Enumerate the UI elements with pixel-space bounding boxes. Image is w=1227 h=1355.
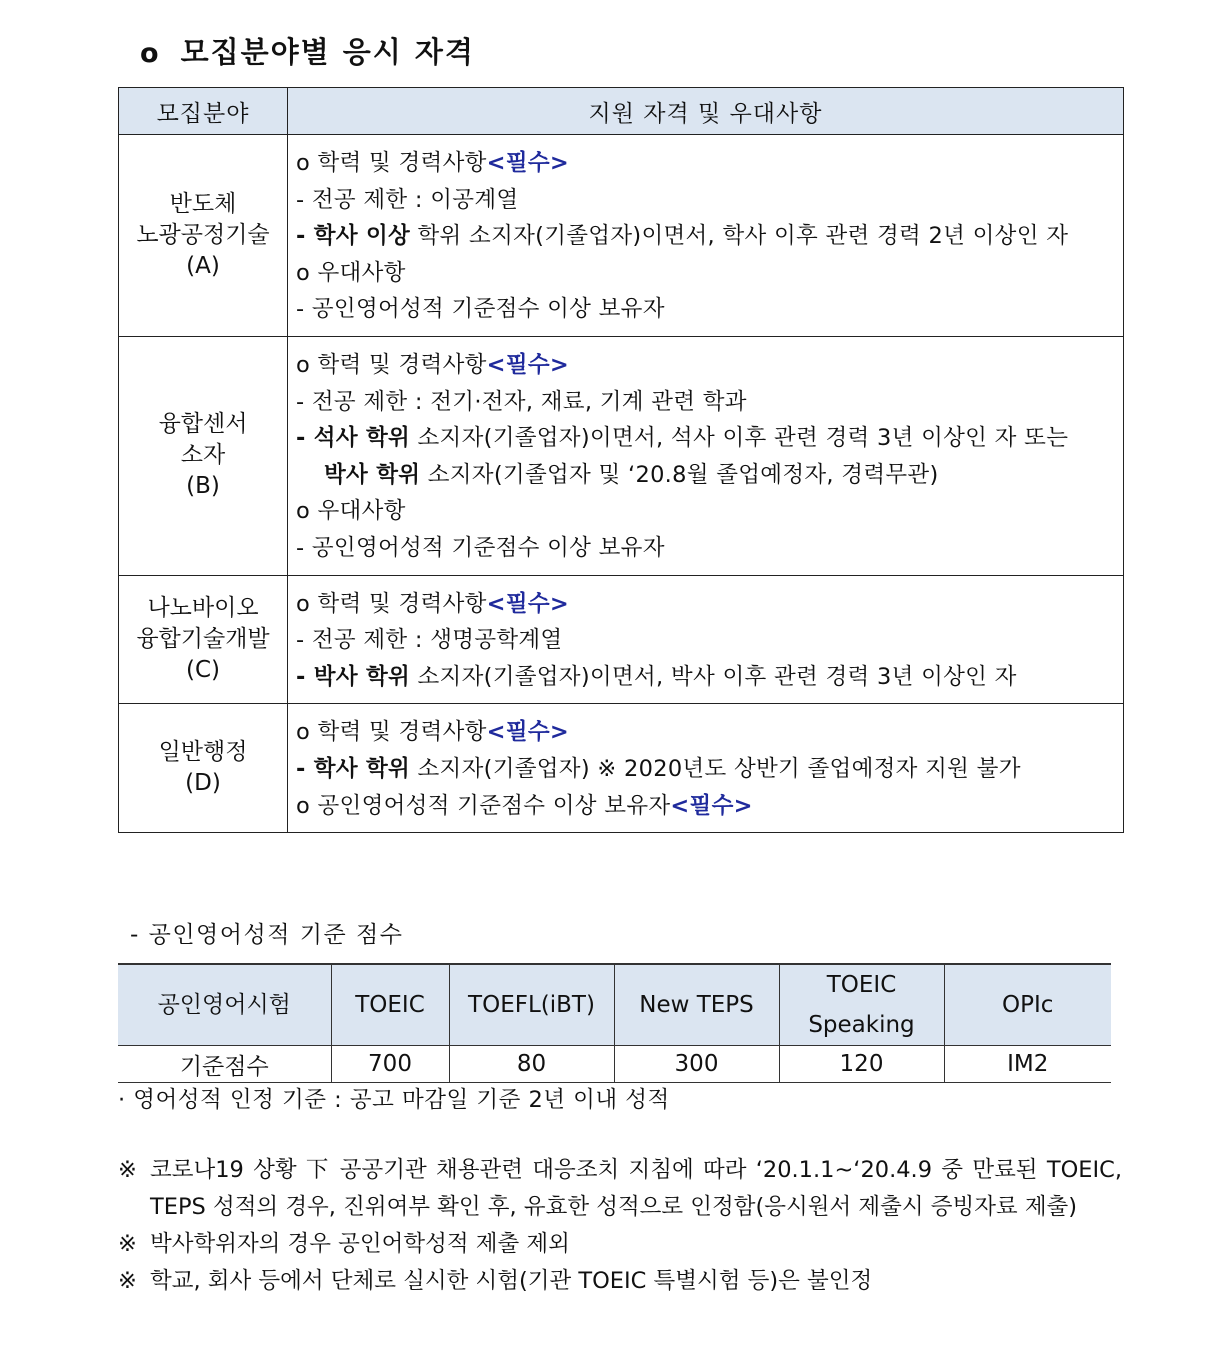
preference-line: - 공인영어성적 기준점수 이상 보유자 — [296, 534, 665, 561]
field-cell — [119, 336, 288, 575]
requirement-line: - 전공 제한 : 이공계열 — [296, 186, 519, 213]
note-text: 학교, 회사 등에서 단체로 실시한 시험(기관 TOEIC 특별시험 등)은 불인정 — [150, 1268, 873, 1294]
notes-section — [118, 1152, 1122, 1300]
requirement-line: - 전공 제한 : 생명공학계열 — [296, 627, 563, 654]
requirement-heading: o 공인영어성적 기준점수 이상 보유자<필수> — [296, 792, 753, 819]
score-toeic: 700 — [331, 1046, 449, 1083]
preference-heading: o 우대사항 — [296, 259, 406, 286]
reference-mark-icon: ※ — [118, 1157, 137, 1183]
score-teps: 300 — [614, 1046, 779, 1083]
qualification-cell — [288, 336, 1124, 575]
reference-mark-icon: ※ — [118, 1268, 137, 1294]
note-text: 코로나19 상황 下 공공기관 채용관련 대응조치 지침에 따라 ‘20.1.1~‘20.4.9 중 만료된 TOEIC, TEPS 성적의 경우, 진위여부 확인 후, 유효한 성적으로 인정함(응시원서 제출시 증빙자료 제출) — [150, 1157, 1122, 1220]
field-code: (D) — [185, 770, 221, 797]
field-name-line: 나노바이오 — [147, 594, 259, 621]
note-item — [118, 1263, 1122, 1300]
field-cell — [119, 704, 288, 833]
header-toeic: TOEIC — [331, 964, 449, 1046]
requirement-heading: o 학력 및 경력사항<필수> — [296, 590, 570, 617]
table-row — [119, 704, 1124, 833]
header-teps: New TEPS — [614, 964, 779, 1046]
requirement-line: - 학사 학위 소지자(기졸업자) ※ 2020년도 상반기 졸업예정자 지원 불가 — [296, 755, 1021, 782]
field-name-line: 일반행정 — [158, 739, 248, 766]
field-cell — [119, 135, 288, 337]
qualification-table — [118, 87, 1124, 833]
reference-mark-icon: ※ — [118, 1231, 137, 1257]
requirement-heading: o 학력 및 경력사항<필수> — [296, 150, 570, 176]
qualification-cell — [288, 135, 1124, 337]
required-tag: <필수> — [670, 792, 753, 819]
field-name-line: 노광공정기술 — [136, 221, 270, 248]
field-name-line: 융합센서 — [158, 411, 248, 438]
required-tag: <필수> — [486, 150, 570, 176]
header-field: 모집분야 — [119, 88, 288, 135]
english-score-title: - 공인영어성적 기준 점수 — [130, 922, 404, 948]
requirement-line: - 박사 학위 소지자(기졸업자)이면서, 박사 이후 관련 경력 3년 이상인 자 — [296, 663, 1017, 690]
field-code: (B) — [186, 473, 220, 500]
requirement-heading: o 학력 및 경력사항<필수> — [296, 719, 570, 746]
field-code: (C) — [185, 656, 220, 683]
score-toefl: 80 — [449, 1046, 614, 1083]
header-toefl: TOEFL(iBT) — [449, 964, 614, 1046]
requirement-line: - 전공 제한 : 전기·전자, 재료, 기계 관련 학과 — [296, 388, 747, 415]
heading-bullet: o — [140, 38, 161, 69]
field-name-line: 반도체 — [169, 190, 237, 217]
table-row — [119, 575, 1124, 704]
requirement-heading: o 학력 및 경력사항<필수> — [296, 351, 570, 378]
table-row — [119, 135, 1124, 337]
score-opic: IM2 — [944, 1046, 1111, 1083]
table-row — [119, 336, 1124, 575]
header-test: 공인영어시험 — [118, 964, 331, 1046]
required-tag: <필수> — [486, 351, 570, 378]
english-score-table — [118, 963, 1111, 1083]
english-header-row — [118, 964, 1111, 1046]
requirement-line: - 석사 학위 소지자(기졸업자)이면서, 석사 이후 관련 경력 3년 이상인 자 또는 — [296, 425, 1069, 452]
header-qualification: 지원 자격 및 우대사항 — [288, 88, 1124, 135]
header-toeic-speaking: TOEIC Speaking — [779, 964, 944, 1046]
section-heading — [140, 30, 475, 71]
score-label: 기준점수 — [118, 1046, 331, 1083]
requirement-line: 박사 학위 소지자(기졸업자 및 ‘20.8월 졸업예정자, 경력무관) — [324, 461, 939, 488]
qualification-cell — [288, 575, 1124, 704]
note-item — [118, 1152, 1122, 1226]
note-text: 박사학위자의 경우 공인어학성적 제출 제외 — [150, 1231, 570, 1257]
required-tag: <필수> — [486, 590, 570, 617]
field-code: (A) — [186, 252, 220, 279]
score-criteria-note: · 영어성적 인정 기준 : 공고 마감일 기준 2년 이내 성적 — [118, 1087, 670, 1113]
requirement-line: - 학사 이상 학위 소지자(기졸업자)이면서, 학사 이후 관련 경력 2년 이상인 자 — [296, 223, 1069, 250]
preference-line: - 공인영어성적 기준점수 이상 보유자 — [296, 296, 665, 323]
field-cell — [119, 575, 288, 704]
preference-heading: o 우대사항 — [296, 498, 406, 525]
qualification-cell — [288, 704, 1124, 833]
field-name-line: 융합기술개발 — [136, 625, 270, 652]
qualification-header-row — [119, 88, 1124, 135]
score-toeic-speaking: 120 — [779, 1046, 944, 1083]
note-item — [118, 1226, 1122, 1263]
required-tag: <필수> — [486, 719, 570, 746]
heading-text: 모집분야별 응시 자격 — [180, 35, 475, 69]
english-score-row — [118, 1046, 1111, 1083]
field-name-line: 소자 — [180, 442, 226, 469]
header-opic: OPIc — [944, 964, 1111, 1046]
